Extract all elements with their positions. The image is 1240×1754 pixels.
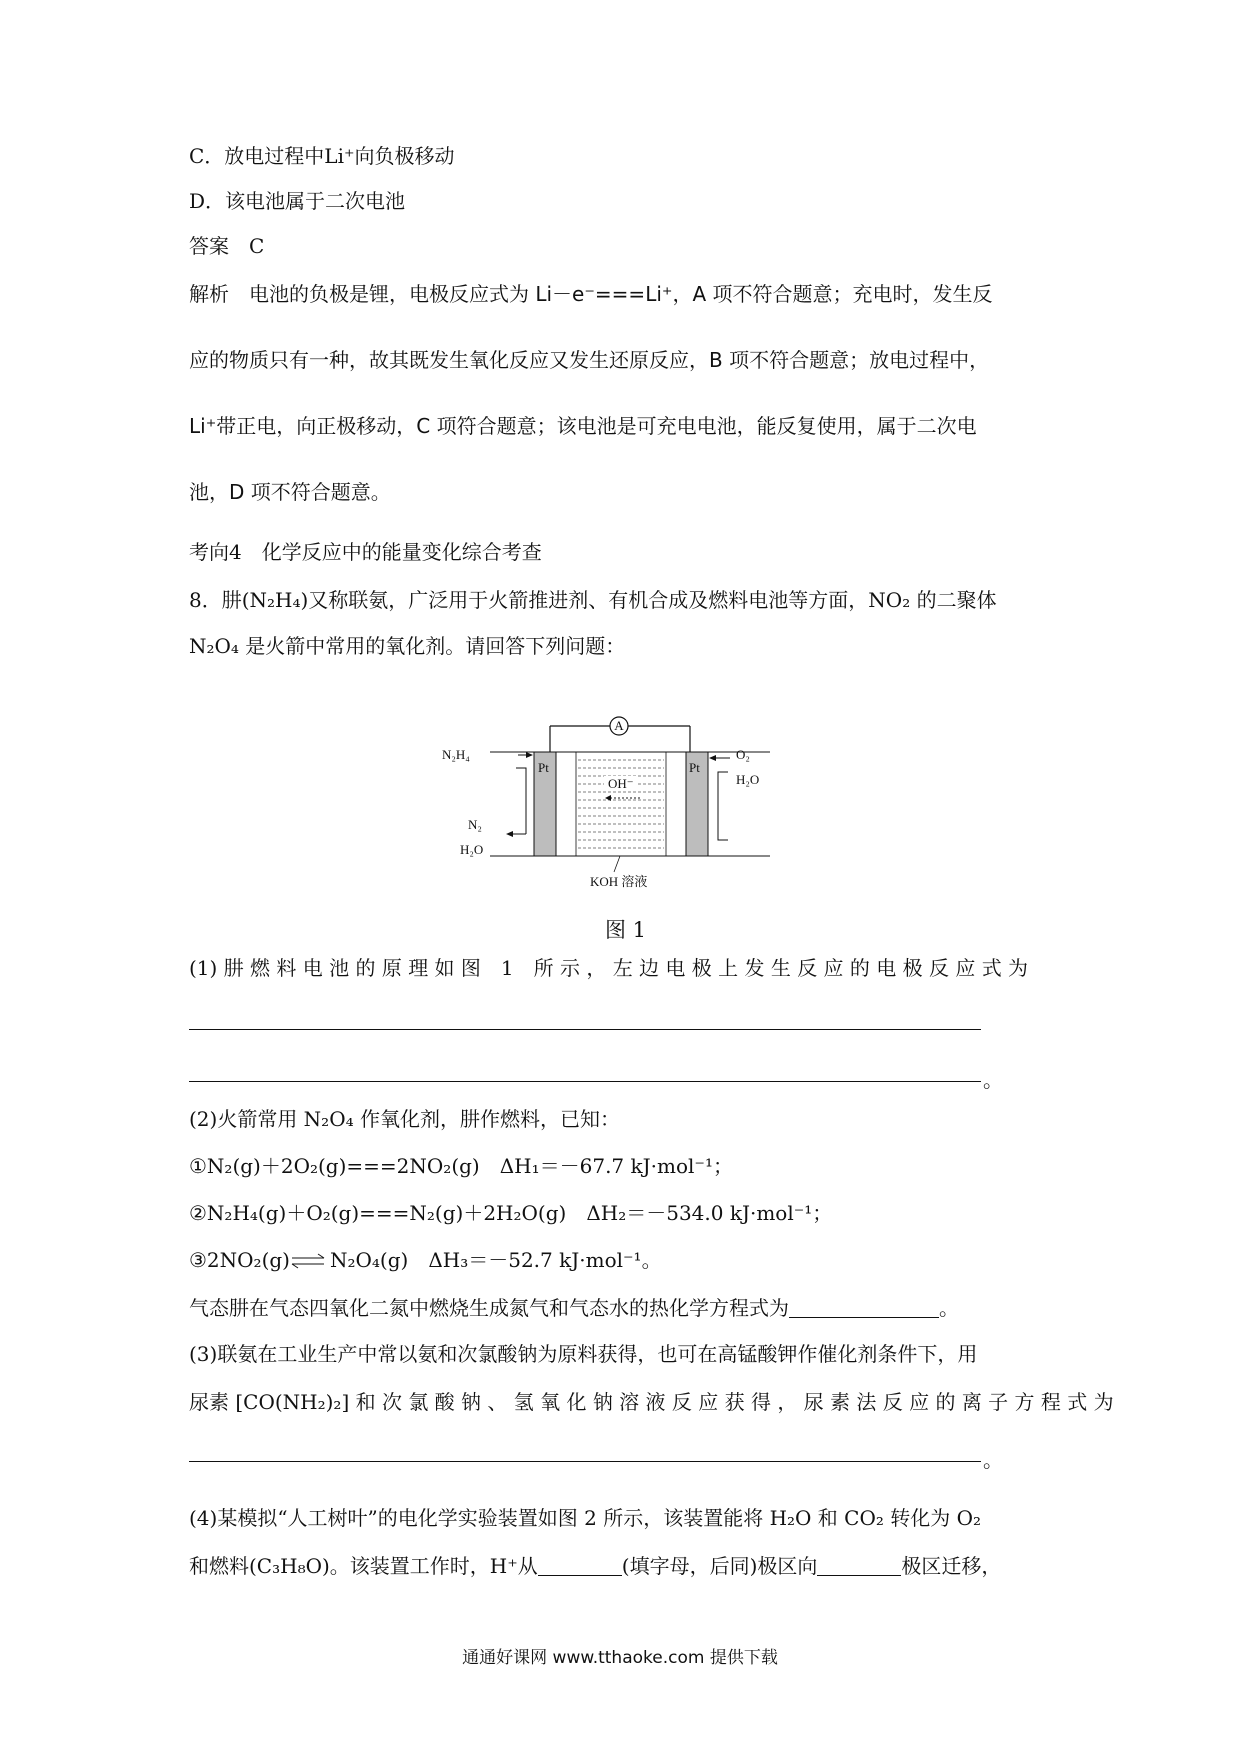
part-2-intro: (2)火箭常用 N₂O₄ 作氧化剂，肼作燃料，已知： [189,1107,620,1131]
answer-period-3: 。 [983,1448,1003,1472]
question-8-line-1: 8．肼(N₂H₄)又称联氨，广泛用于火箭推进剂、有机合成及燃料电池等方面，NO₂ 的二聚体 [189,588,997,612]
part-2-answer-blank[interactable] [789,1299,939,1318]
part-4-text-b: (填字母，后同)极区向 [621,1554,818,1578]
analysis-line-1: 解析 电池的负极是锂，电极反应式为 Li－e⁻===Li⁺，A 项不符合题意；充电时，发生反 [189,282,993,306]
analysis-line-3: Li⁺带正电，向正极移动，C 项符合题意；该电池是可充电电池，能反复使用，属于二次电 [189,414,977,438]
equation-2: ②N₂H₄(g)＋O₂(g)===N₂(g)＋2H₂O(g) ΔH₂＝－534.0 kJ·mol⁻¹； [189,1201,833,1225]
part-4-text-c: 极区迁移， [901,1554,1002,1578]
electrolyte-label: KOH 溶液 [590,874,648,889]
part-4-blank-1[interactable] [538,1557,622,1576]
answer: 答案 C [189,234,265,258]
ammeter-label: A [614,718,624,733]
right-input-label-1: O₂ [736,747,750,762]
answer-line-2 [189,1081,981,1082]
left-output-label-1: N₂ [468,817,482,832]
part-2-question-text: 气态肼在气态四氧化二氮中燃烧生成氮气和气态水的热化学方程式为 [189,1296,789,1320]
analysis-line-2: 应的物质只有一种，故其既发生氧化反应又发生还原反应，B 项不符合题意；放电过程中， [189,348,990,372]
option-d: D．该电池属于二次电池 [189,189,406,213]
left-electrode-label: Pt [538,760,549,775]
option-c: C．放电过程中Li⁺向负极移动 [189,144,455,168]
section-heading: 考向4 化学反应中的能量变化综合考查 [189,540,542,564]
part-3-line-1: (3)联氨在工业生产中常以氨和次氯酸钠为原料获得，也可在高锰酸钾作催化剂条件下，用 [189,1342,978,1366]
question-8-line-2: N₂O₄ 是火箭中常用的氧化剂。请回答下列问题： [189,634,626,658]
hydroxide-ion-label: OH⁻ [608,776,634,791]
equation-3: ③2NO₂(g) N₂O₄(g) ΔH₃＝－52.7 kJ·mol⁻¹。 [189,1248,662,1272]
footer-watermark: 通通好课网 www.tthaoke.com 提供下载 [462,1648,778,1668]
fuel-cell-diagram [442,716,780,896]
analysis-line-4: 池，D 项不符合题意。 [189,480,391,504]
figure-caption: 图 1 [605,918,647,942]
equilibrium-arrow-icon [288,1250,328,1272]
part-4-line-2 [189,1556,1001,1576]
electrolyte-region [556,752,686,856]
left-input-label: N₂H₄ [442,747,470,762]
equation-1: ①N₂(g)＋2O₂(g)===2NO₂(g) ΔH₁＝－67.7 kJ·mol⁻¹； [189,1154,733,1178]
answer-period-1: 。 [983,1068,1003,1092]
answer-line-3 [189,1461,981,1462]
part-4-text-a: 和燃料(C₃H₈O)。该装置工作时，H⁺从 [189,1554,538,1578]
left-output-label-2: H₂O [460,842,484,857]
part-1-question: (1) 肼 燃 料 电 池 的 原 理 如 图 1 所 示 ， 左 边 电 极 上 发 生 反 应 的 电 极 反 应 式 为 [189,956,1029,980]
part-3-line-2: 尿素 [CO(NH₂)₂] 和 次 氯 酸 钠 、 氢 氧 化 钠 溶 液 反 应 获 得 ， 尿 素 法 反 应 的 离 子 方 程 式 为 [189,1390,1114,1414]
part-4-blank-2[interactable] [817,1557,901,1576]
right-electrode-label: Pt [689,760,700,775]
part-4-line-1: (4)某模拟“人工树叶”的电化学实验装置如图 2 所示，该装置能将 H₂O 和 CO₂ 转化为 O₂ [189,1506,981,1530]
part-2-period: 。 [939,1296,959,1320]
answer-line-1 [189,1029,981,1030]
part-2-question [189,1298,959,1318]
right-input-label-2: H₂O [736,772,760,787]
